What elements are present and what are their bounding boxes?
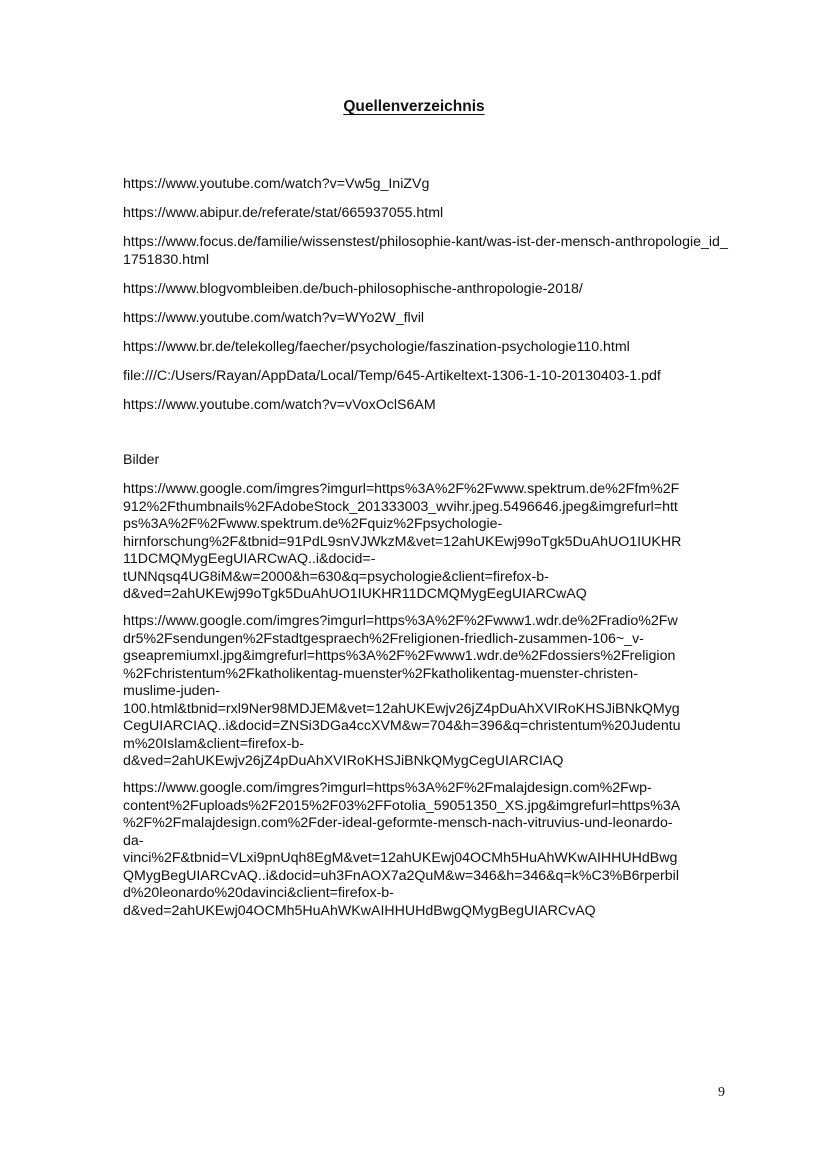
- image-source-line: vinci%2F&tbnid=VLxi9pnUqh8EgM&vet=12ahUKEwj04OCMh5HuAhWKwAIHHUHdBwg: [123, 850, 678, 866]
- source-entry: https://www.br.de/telekolleg/faecher/psychologie/faszination-psychologie110.html: [123, 338, 630, 355]
- image-source-line: ps%3A%2F%2Fwww.spektrum.de%2Fquiz%2Fpsychologie-: [123, 516, 503, 532]
- image-source-line: 912%2Fthumbnails%2FAdobeStock_201333003_wvihr.jpeg.5496646.jpeg&imgrefurl=htt: [123, 498, 678, 515]
- image-source-line: d%20leonardo%20davinci&client=firefox-b-: [123, 885, 394, 901]
- image-source-line: hirnforschung%2F&tbnid=91PdL9snVJWkzM&vet=12ahUKEwj99oTgk5DuAhUO1IUKHR: [123, 533, 682, 550]
- source-entry: https://www.youtube.com/watch?v=vVoxOclS6AM: [123, 396, 436, 413]
- page-number: 9: [718, 1085, 725, 1100]
- image-source-line: https://www.google.com/imgres?imgurl=https%3A%2F%2Fwww.spektrum.de%2Ffm%2F: [123, 481, 680, 497]
- image-source-line: d&ved=2ahUKEwj04OCMh5HuAhWKwAIHHUHdBwgQMygBegUIARCvAQ: [123, 902, 596, 919]
- image-source-line: %2F%2Fmalajdesign.com%2Fder-ideal-geformte-mensch-nach-vitruvius-und-leonardo-: [123, 815, 673, 831]
- source-entry: https://www.youtube.com/watch?v=WYo2W_flvil: [123, 309, 425, 326]
- image-source-line: da-: [123, 832, 144, 849]
- image-source-line: d&ved=2ahUKEwj99oTgk5DuAhUO1IUKHR11DCMQMygEegUIARCwAQ: [123, 586, 587, 602]
- source-list: [123, 176, 733, 426]
- image-source-line: content%2Fuploads%2F2015%2F03%2FFotolia_59051350_XS.jpg&imgrefurl=https%3A: [123, 797, 681, 814]
- image-source-line: m%20Islam&client=firefox-b-: [123, 735, 304, 752]
- image-source-line: 11DCMQMygEegUIARCwAQ..i&docid=-: [123, 551, 376, 567]
- source-entry: https://www.blogvombleiben.de/buch-philosophische-anthropologie-2018/: [123, 280, 583, 297]
- image-source-entry: [123, 780, 733, 920]
- image-source-line: gseapremiumxl.jpg&imgrefurl=https%3A%2F%2Fwww1.wdr.de%2Fdossiers%2Freligion: [123, 648, 676, 664]
- image-source-entry: [123, 481, 733, 604]
- image-source-line: tUNNqsq4UG8iM&w=2000&h=630&q=psychologie&client=firefox-b-: [123, 568, 549, 585]
- image-source-line: QMygBegUIARCvAQ..i&docid=uh3FnAOX7a2QuM&w=346&h=346&q=k%C3%B6rperbil: [123, 867, 679, 884]
- image-source-line: dr5%2Fsendungen%2Fstadtgespraech%2Freligionen-friedlich-zusammen-106~_v-: [123, 630, 644, 647]
- image-source-list: [123, 481, 733, 930]
- source-entry: https://www.focus.de/familie/wissenstest/philosophie-kant/was-ist-der-mensch-anthropologie_id_1751830.html: [123, 234, 728, 268]
- image-source-line: d&ved=2ahUKEwjv26jZ4pDuAhXVIRoKHSJiBNkQMygCegUIARCIAQ: [123, 753, 564, 769]
- image-source-line: 100.html&tbnid=rxl9Ner98MDJEM&vet=12ahUKEwjv26jZ4pDuAhXVIRoKHSJiBNkQMyg: [123, 700, 680, 717]
- image-source-line: https://www.google.com/imgres?imgurl=https%3A%2F%2Fwww1.wdr.de%2Fradio%2Fw: [123, 613, 678, 629]
- image-source-entry: [123, 613, 733, 771]
- image-source-line: https://www.google.com/imgres?imgurl=https%3A%2F%2Fmalajdesign.com%2Fwp-: [123, 780, 652, 796]
- page-title: Quellenverzeichnis: [343, 98, 485, 115]
- source-entry: https://www.abipur.de/referate/stat/665937055.html: [123, 205, 444, 221]
- bilder-heading: Bilder: [123, 452, 160, 468]
- source-entry: https://www.youtube.com/watch?v=Vw5g_IniZVg: [123, 176, 430, 192]
- source-entry: file:///C:/Users/Rayan/AppData/Local/Temp/645-Artikeltext-1306-1-10-20130403-1.pdf: [123, 367, 661, 384]
- image-source-line: %2Fchristentum%2Fkatholikentag-muenster%2Fkatholikentag-muenster-christen-: [123, 665, 638, 682]
- image-source-line: CegUIARCIAQ..i&docid=ZNSi3DGa4ccXVM&w=704&h=396&q=christentum%20Judentu: [123, 718, 681, 734]
- image-source-line: muslime-juden-: [123, 683, 220, 699]
